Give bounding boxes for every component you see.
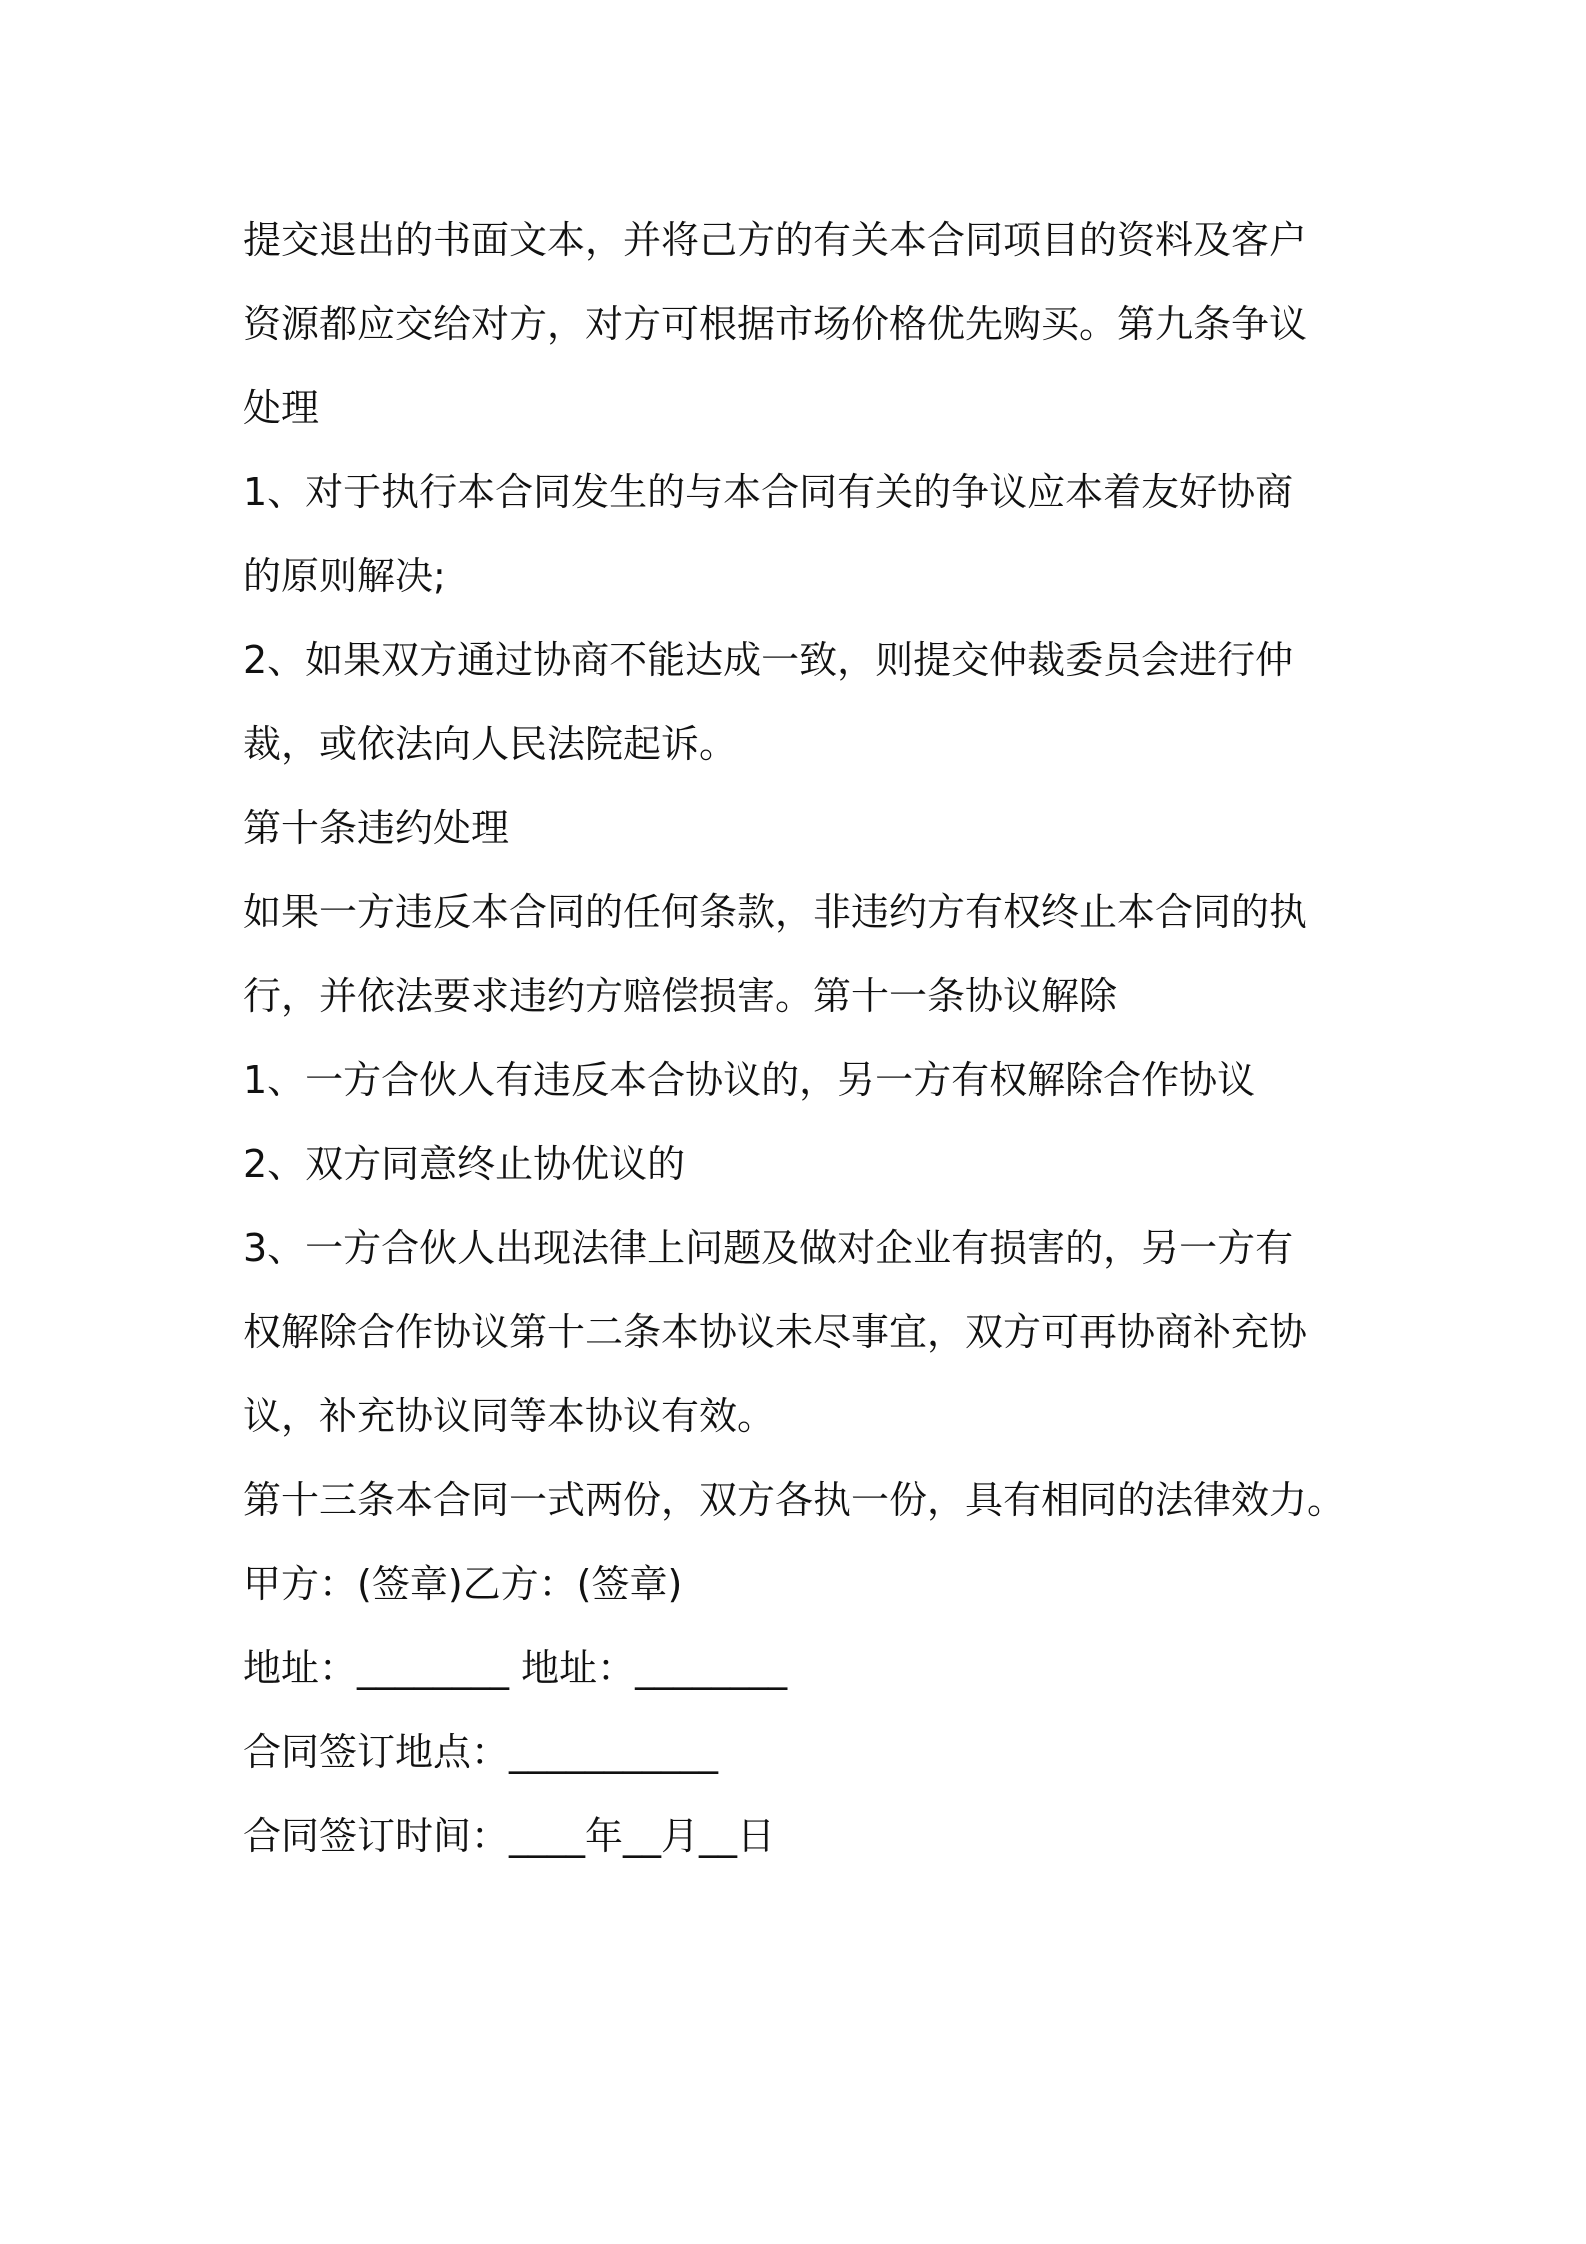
paragraph-line: 3、一方合伙人出现法律上问题及做对企业有损害的，另一方有 xyxy=(243,1226,1294,1270)
signing-date-line: 合同签订时间：____年__月__日 xyxy=(243,1814,776,1858)
paragraph-line: 第十三条本合同一式两份，双方各执一份，具有相同的法律效力。 xyxy=(243,1478,1346,1522)
paragraph-line: 提交退出的书面文本，并将己方的有关本合同项目的资料及客户 xyxy=(243,218,1308,262)
paragraph-line: 行，并依法要求违约方赔偿损害。第十一条协议解除 xyxy=(243,974,1118,1018)
paragraph-line: 的原则解决; xyxy=(243,554,446,598)
paragraph-line: 处理 xyxy=(243,386,320,430)
paragraph-line: 2、双方同意终止协优议的 xyxy=(243,1142,686,1186)
paragraph-line: 资源都应交给对方，对方可根据市场价格优先购买。第九条争议 xyxy=(243,302,1308,346)
section-heading: 第十条违约处理 xyxy=(243,806,510,850)
paragraph-line: 1、对于执行本合同发生的与本合同有关的争议应本着友好协商 xyxy=(243,470,1294,514)
paragraph-line: 如果一方违反本合同的任何条款，非违约方有权终止本合同的执 xyxy=(243,890,1308,934)
paragraph-line: 裁，或依法向人民法院起诉。 xyxy=(243,722,738,766)
paragraph-line: 2、如果双方通过协商不能达成一致，则提交仲裁委员会进行仲 xyxy=(243,638,1294,682)
signature-line: 甲方：(签章)乙方：(签章) xyxy=(243,1562,683,1606)
document-body xyxy=(243,198,1358,1878)
address-line: 地址：________ 地址：________ xyxy=(243,1646,788,1690)
paragraph-line: 1、一方合伙人有违反本合协议的，另一方有权解除合作协议 xyxy=(243,1058,1256,1102)
paragraph-line: 权解除合作协议第十二条本协议未尽事宜，双方可再协商补充协 xyxy=(243,1310,1308,1354)
signing-place-line: 合同签订地点：___________ xyxy=(243,1730,719,1774)
paragraph-line: 议，补充协议同等本协议有效。 xyxy=(243,1394,776,1438)
